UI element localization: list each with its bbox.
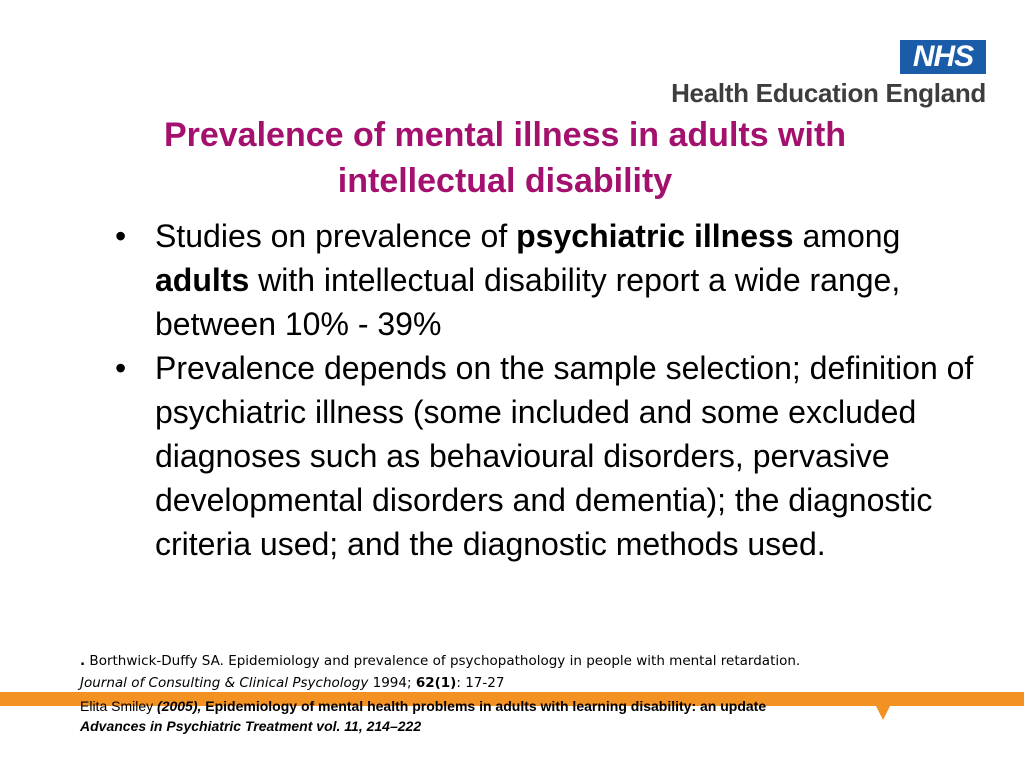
bullet-icon: • <box>115 218 127 254</box>
reference-2-line-1 <box>80 696 766 716</box>
slide-title: Prevalence of mental illness in adults with intellectual disability <box>163 116 847 200</box>
bullet-text-post: with intellectual disability report a wide range, between 10% - 39% <box>155 262 901 342</box>
bullet-bold-adults: adults <box>155 262 250 298</box>
bullet-item <box>110 214 990 346</box>
reference-1-volume: 62(1) <box>415 675 457 691</box>
reference-dot: . <box>80 653 86 669</box>
bullet-text: Prevalence depends on the sample selection; definition of psychiatric illness (some included and some excluded diagnoses such as behavioural disorders, pervasive developmental disorders and dementia); the diagnostic criteria used; and the diagnostic methods used. <box>155 350 974 562</box>
reference-1-authors: Borthwick-Duffy SA. Epidemiology and prevalence of psychopathology in people with mental retardation. <box>85 653 801 669</box>
bullet-icon: • <box>115 350 127 386</box>
nhs-hee-logo <box>636 40 986 110</box>
reference-1-year: 1994; <box>368 675 416 691</box>
bullet-item <box>110 346 990 566</box>
reference-2-line-2 <box>80 716 766 736</box>
bullet-bold-psychiatric-illness: psychiatric illness <box>516 218 794 254</box>
bullet-list <box>110 214 990 566</box>
nhs-logo: NHS <box>900 40 986 74</box>
reference-2-year: (2005), <box>157 698 202 714</box>
reference-1-line-1 <box>80 650 980 672</box>
footer-arrow-icon <box>876 706 890 720</box>
reference-1-journal: Journal of Consulting & Clinical Psychology <box>80 675 369 691</box>
health-education-england-logo-text: Health Education England <box>671 78 986 108</box>
reference-2 <box>80 696 766 736</box>
reference-2-source: Advances in Psychiatric Treatment vol. 11, 214–222 <box>80 718 422 734</box>
bullet-text-pre: Studies on prevalence of <box>155 218 517 254</box>
bullet-text-mid: among <box>793 218 901 254</box>
reference-1-line-2 <box>80 672 980 694</box>
reference-2-title: Epidemiology of mental health problems in adults with learning disability: an update <box>201 698 767 714</box>
references <box>80 650 980 694</box>
reference-1-pages: : 17-27 <box>456 675 505 691</box>
reference-2-author: Elita Smiley <box>80 698 158 714</box>
